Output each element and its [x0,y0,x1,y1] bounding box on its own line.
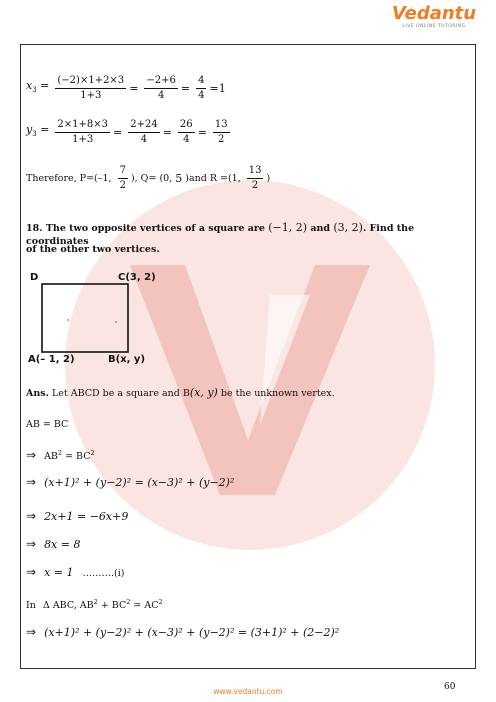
fraction: $\frac{4}{4}$ [198,75,205,101]
step-linear: ⇒ 2x+1 = −6x+9 [26,509,129,523]
frame-bottom [20,668,476,669]
step-expand: ⇒ (x+1)² + (y−2)² = (x−3)² + (y−2)² [26,475,235,489]
therefore-line: Therefore, P=(–1, $\frac{7}{2}$ ), Q= (0, 5 )and R =(1, $\frac{13}{2}$ ) [26,165,271,191]
label-c: C(3, 2) [118,272,156,283]
implies-icon: ⇒ [26,509,37,523]
label-d: D [30,272,39,283]
question-18-line2: of the other two vertices. [26,244,160,255]
implies-icon: ⇒ [26,625,37,639]
implies-icon: ⇒ [26,448,37,463]
brand-name: Vedantu [392,3,477,24]
step-x-value: ⇒ x = 1 ……….(i) [26,565,125,579]
fraction: $\frac{(-2)\times 1+2\times 3}{1+3}$ [57,75,125,101]
step-ab-bc: AB = BC [26,419,69,430]
equation-y3: $y_3$ = $\frac{2\times 1+8\times 3}{1+3}$ = $\frac{2+24}{4}$ = $\frac{26}{4}$ = $\frac{13}{2}$ [26,119,228,145]
frame-top [20,44,476,45]
fraction: $\frac{26}{4}$ [179,119,193,145]
label-b: B(x, y) [108,354,146,365]
page-number: 60 [444,682,456,692]
answer-intro: Ans. Let ABCD be a square and B(x, y) be the unknown vertex. [26,386,335,399]
fraction: $\frac{2+24}{4}$ [130,119,158,145]
label-a: A(– 1, 2) [28,354,75,365]
step-squares: ⇒ $AB^2 = BC^2$ [26,448,95,463]
fraction: $\frac{-2+6}{4}$ [146,75,176,101]
step-final: ⇒ (x+1)² + (y−2)² + (x−3)² + (y−2)² = (3+1)² + (2−2)² [26,625,340,639]
equation-x3: $x_3$ = $\frac{(-2)\times 1+2\times 3}{1+3}$ = $\frac{-2+6}{4}$ = $\frac{4}{4}$ =1 [26,75,226,101]
implies-icon: ⇒ [26,565,37,579]
fraction: $\frac{13}{2}$ [214,119,228,145]
brand-logo [392,4,476,34]
frame-left [20,44,21,668]
footer-link[interactable]: www.vedantu.com [213,687,283,696]
square-diagram [28,272,158,370]
implies-icon: ⇒ [26,475,37,489]
brand-tagline: LIVE ONLINE TUTORING [402,24,466,29]
step-8x: ⇒ 8x = 8 [26,537,81,551]
question-18: 18. The two opposite vertices of a square are (−1, 2) and (3, 2). Find the coordinates [26,221,415,247]
implies-icon: ⇒ [26,537,37,551]
step-pythagoras: In Δ ABC, $AB^2 + BC^2 = AC^2$ [26,598,163,612]
fraction: $\frac{2\times 1+8\times 3}{1+3}$ [57,119,108,145]
frame-right [475,44,476,668]
